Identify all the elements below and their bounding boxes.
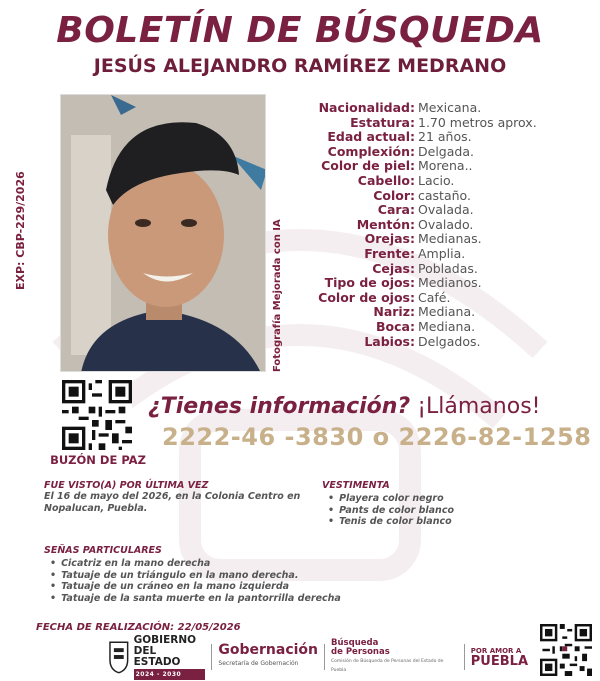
phone-numbers [162,423,592,451]
list-item: • Tatuaje de un triángulo en la mano derecha. [50,570,364,582]
detail-row [292,247,592,262]
buzon-de-paz-label: BUZÓN DE PAZ [50,453,146,467]
detail-label: Edad actual: [327,129,415,145]
detail-label: Complexión: [327,143,415,159]
detail-label: Estatura: [350,114,415,130]
last-seen-section [44,480,304,515]
detail-value: Lacio. [418,172,455,188]
detail-row [292,305,592,320]
detail-label: Color de ojos: [318,289,415,305]
detail-row [292,159,592,174]
gobernacion-text: Gobernación [218,642,319,658]
detail-row [292,130,592,145]
creation-date: FECHA DE REALIZACIÓN: 22/05/2026 [36,622,241,633]
busqueda-subtitle: Comisión de Búsqueda de Personas del Estado de Puebla [331,659,444,673]
distinguishing-marks-section [44,545,364,604]
divider [464,644,465,670]
detail-row [292,101,592,116]
list-item: • Playera color negro [328,493,522,505]
detail-row [292,203,592,218]
detail-row [292,232,592,247]
detail-value: Delgada. [418,143,474,159]
detail-value: Ovalado. [418,216,474,232]
gobierno-estado-logo [108,635,205,680]
list-item: • Tenis de color blanco [328,516,522,528]
gob-years: 2024 - 2030 [134,669,206,680]
detail-label: Nariz: [373,304,415,320]
detail-value: Morena.. [418,158,473,174]
detail-value: 21 años. [418,129,472,145]
list-item: • Pants de color blanco [328,505,522,517]
phone-or: o [372,423,390,451]
clothing-heading: VESTIMENTA [322,480,390,491]
phone-number-2[interactable]: 2226-82-1258 [398,423,592,451]
divider [211,644,212,670]
info-question: ¿Tienes información? [148,394,411,419]
coat-of-arms-icon [108,640,130,674]
detail-label: Frente: [364,245,415,261]
marks-heading: SEÑAS PARTICULARES [44,545,162,556]
detail-value: Delgados. [418,333,481,349]
detail-value: Mexicana. [418,100,482,115]
list-item: • Tatuaje de la santa muerte en la pantorrilla derecha [50,593,364,605]
por-amor-a-puebla-logo [471,647,528,668]
puebla-text: PUEBLA [470,653,528,669]
detail-value: Café. [418,289,451,305]
detail-row [292,291,592,306]
detail-value: 1.70 metros aprox. [418,114,537,130]
detail-label: Boca: [376,318,415,334]
detail-label: Cara: [377,202,415,218]
detail-value: Pobladas. [418,260,478,276]
footer-qr-code[interactable] [540,624,592,676]
divider [324,644,325,670]
call-us-text: ¡Llámanos! [417,394,541,419]
detail-row [292,145,592,160]
gobernacion-subtitle: Secretaría de Gobernación [218,660,299,667]
detail-label: Mentón: [356,216,415,232]
detail-row [292,174,592,189]
list-item: • Cicatriz en la mano derecha [50,558,364,570]
footer-logos [108,633,528,678]
detail-row [292,262,592,277]
detail-row [292,218,592,233]
busqueda-logo [331,639,458,675]
detail-label: Cejas: [372,260,415,276]
detail-label: Color: [373,187,415,203]
detail-value: Mediana. [418,304,476,320]
detail-label: Cabello: [357,172,415,188]
bulletin-title: BOLETÍN DE BÚSQUEDA [56,10,544,51]
buzon-qr-code[interactable] [62,380,132,450]
busqueda-line-1: Búsqueda [331,638,379,648]
physical-description [292,101,592,349]
detail-row [292,335,592,350]
detail-value: castaño. [418,187,471,203]
por-amor-text: POR AMOR A [470,646,522,655]
gob-line-2: DEL ESTADO [133,644,181,668]
busqueda-line-2: de Personas [331,647,390,657]
clothing-section [322,480,522,528]
missing-person-name: JESÚS ALEJANDRO RAMÍREZ MEDRANO [93,55,507,77]
detail-value: Amplia. [418,245,466,261]
detail-value: Medianas. [418,231,482,247]
phone-number-1[interactable]: 2222-46 -3830 [162,423,364,451]
detail-value: Mediana. [418,318,476,334]
detail-row [292,189,592,204]
detail-row [292,116,592,131]
gobernacion-logo [218,643,318,671]
detail-value: Medianos. [418,275,482,291]
gob-line-1: GOBIERNO [133,633,197,646]
detail-label: Labios: [364,333,415,349]
detail-label: Tipo de ojos: [324,275,415,291]
info-call-to-action [148,394,588,419]
last-seen-text: El 16 de mayo del 2026, en la Colonia Centro en Nopalucan, Puebla. [44,491,301,514]
last-seen-heading: FUE VISTO(A) POR ÚLTIMA VEZ [44,480,209,491]
case-number: EXP: CBP-229/2026 [14,171,27,290]
detail-label: Nacionalidad: [318,100,415,115]
detail-label: Orejas: [364,231,415,247]
person-photo [60,94,266,372]
detail-row [292,320,592,335]
detail-row [292,276,592,291]
list-item: • Tatuaje de un cráneo en la mano izquierda [50,581,364,593]
detail-label: Color de piel: [321,158,415,174]
detail-value: Ovalada. [418,202,474,218]
photo-caption: Fotografía Mejorada con IA [272,219,283,372]
